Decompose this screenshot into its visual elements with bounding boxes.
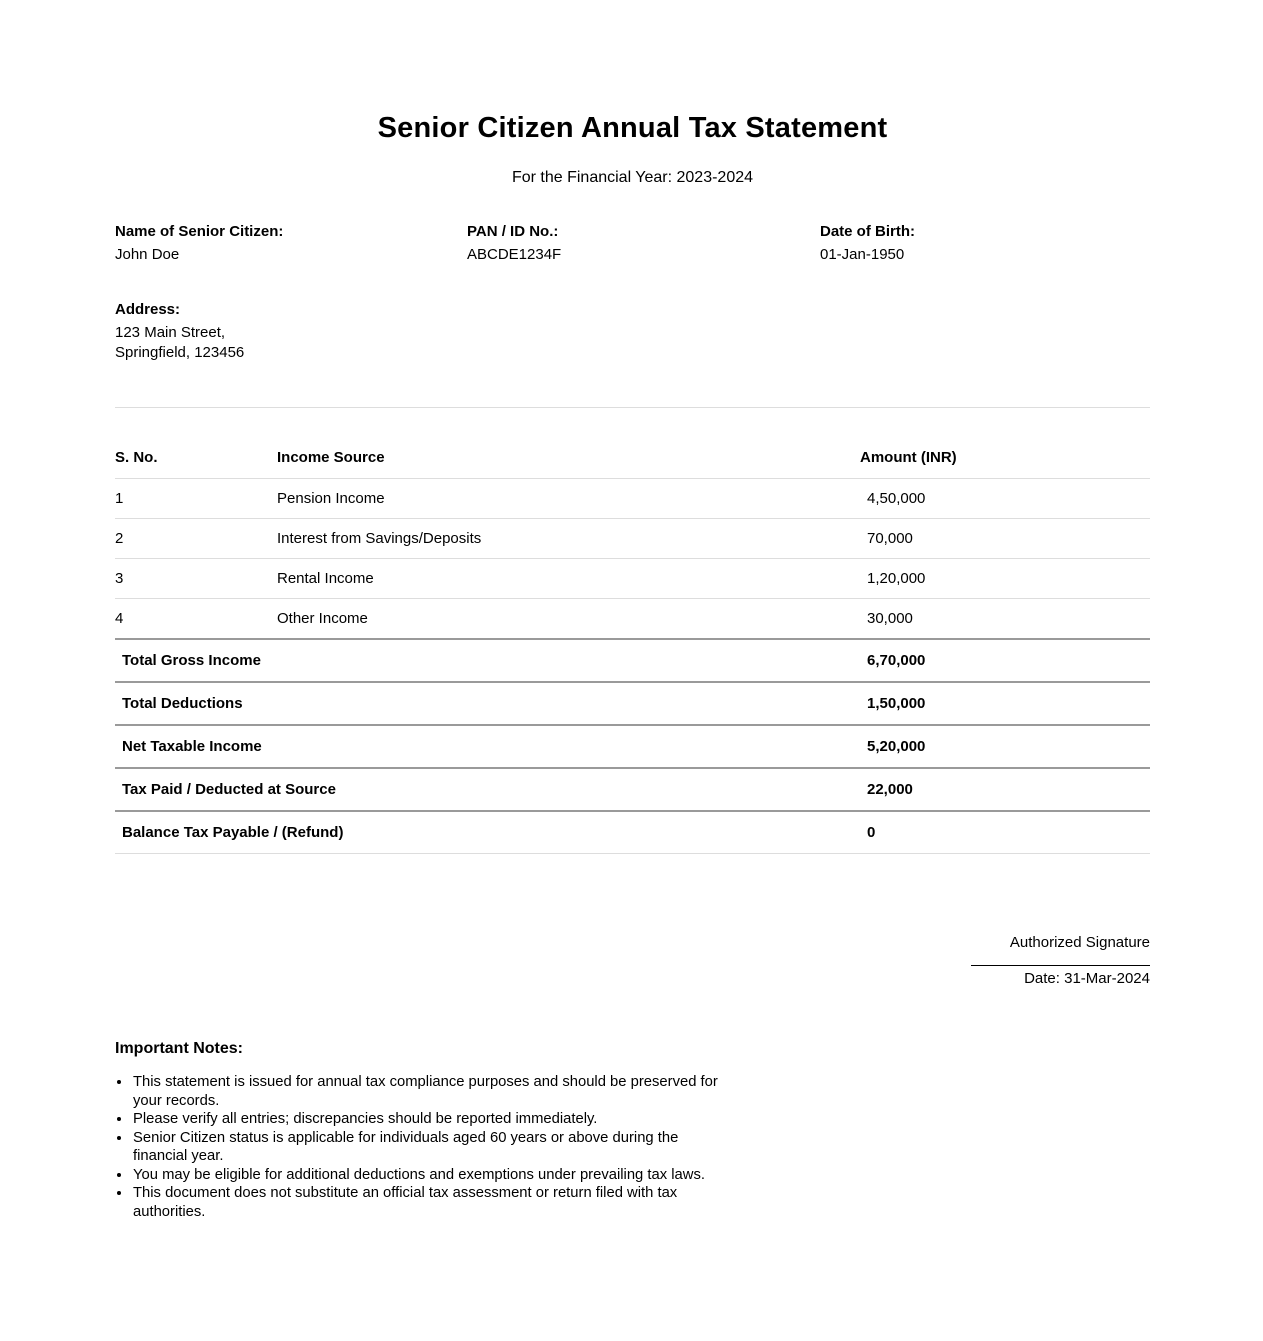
table-row [115, 519, 1150, 559]
note-item: • This document does not substitute an official tax assessment or return filed with tax authorities. [132, 1184, 724, 1221]
section-divider [115, 407, 1150, 408]
row-amount: 70,000 [860, 519, 1150, 559]
summary-row-tax-paid [115, 768, 1150, 811]
name-value: John Doe [115, 246, 180, 263]
summary-amount: 22,000 [860, 768, 1150, 811]
table-row [115, 479, 1150, 519]
note-item: • This statement is issued for annual tax compliance purposes and should be preserved for your records. [132, 1073, 724, 1110]
name-label: Name of Senior Citizen: [115, 223, 284, 240]
important-notes-section [115, 1040, 1150, 1221]
summary-row-total-gross-income [115, 639, 1150, 682]
address-line-2: Springfield, 123456 [115, 344, 245, 361]
summary-label: Net Taxable Income [115, 725, 860, 768]
address-line-1: 123 Main Street, [115, 324, 226, 341]
note-item: • Senior Citizen status is applicable for individuals aged 60 years or above during the financial year. [132, 1129, 724, 1166]
header-sno: S. No. [115, 436, 277, 479]
summary-amount: 6,70,000 [860, 639, 1150, 682]
notes-list [115, 1073, 1150, 1221]
notes-heading: Important Notes: [115, 1040, 243, 1057]
page-subtitle: For the Financial Year: 2023-2024 [511, 169, 754, 186]
row-sno: 4 [115, 599, 277, 640]
table-row [115, 559, 1150, 599]
table-header-row [115, 436, 1150, 479]
address-field [115, 301, 1150, 363]
address-label: Address: [115, 301, 181, 318]
row-amount: 1,20,000 [860, 559, 1150, 599]
dob-label: Date of Birth: [820, 223, 915, 240]
summary-label: Balance Tax Payable / (Refund) [115, 811, 860, 854]
summary-amount: 1,50,000 [860, 682, 1150, 725]
summary-row-net-taxable-income [115, 725, 1150, 768]
authorized-signature-label: Authorized Signature [1009, 934, 1150, 951]
note-item: • Please verify all entries; discrepancies should be reported immediately. [132, 1110, 724, 1129]
row-sno: 2 [115, 519, 277, 559]
row-source: Other Income [277, 599, 860, 640]
summary-label: Tax Paid / Deducted at Source [115, 768, 860, 811]
row-source: Pension Income [277, 479, 860, 519]
header-amount: Amount (INR) [860, 436, 1150, 479]
income-table [115, 436, 1150, 854]
pan-field [467, 223, 820, 263]
signature-block [115, 934, 1150, 988]
row-amount: 4,50,000 [860, 479, 1150, 519]
row-sno: 1 [115, 479, 277, 519]
row-source: Interest from Savings/Deposits [277, 519, 860, 559]
summary-label: Total Gross Income [115, 639, 860, 682]
summary-amount: 0 [860, 811, 1150, 854]
citizen-info-grid [115, 223, 1150, 263]
table-row [115, 599, 1150, 640]
pan-value: ABCDE1234F [467, 246, 562, 263]
row-amount: 30,000 [860, 599, 1150, 640]
name-field [115, 223, 467, 263]
row-source: Rental Income [277, 559, 860, 599]
dob-value: 01-Jan-1950 [820, 246, 905, 263]
summary-label: Total Deductions [115, 682, 860, 725]
signature-line-and-date: Date: 31-Mar-2024 [971, 965, 1150, 987]
summary-row-balance-tax-payable [115, 811, 1150, 854]
dob-field [820, 223, 1150, 263]
pan-label: PAN / ID No.: [467, 223, 559, 240]
summary-amount: 5,20,000 [860, 725, 1150, 768]
row-sno: 3 [115, 559, 277, 599]
page-title: Senior Citizen Annual Tax Statement [377, 112, 888, 144]
summary-row-total-deductions [115, 682, 1150, 725]
note-item: • You may be eligible for additional deductions and exemptions under prevailing tax laws. [132, 1166, 724, 1185]
header-income-source: Income Source [277, 436, 860, 479]
